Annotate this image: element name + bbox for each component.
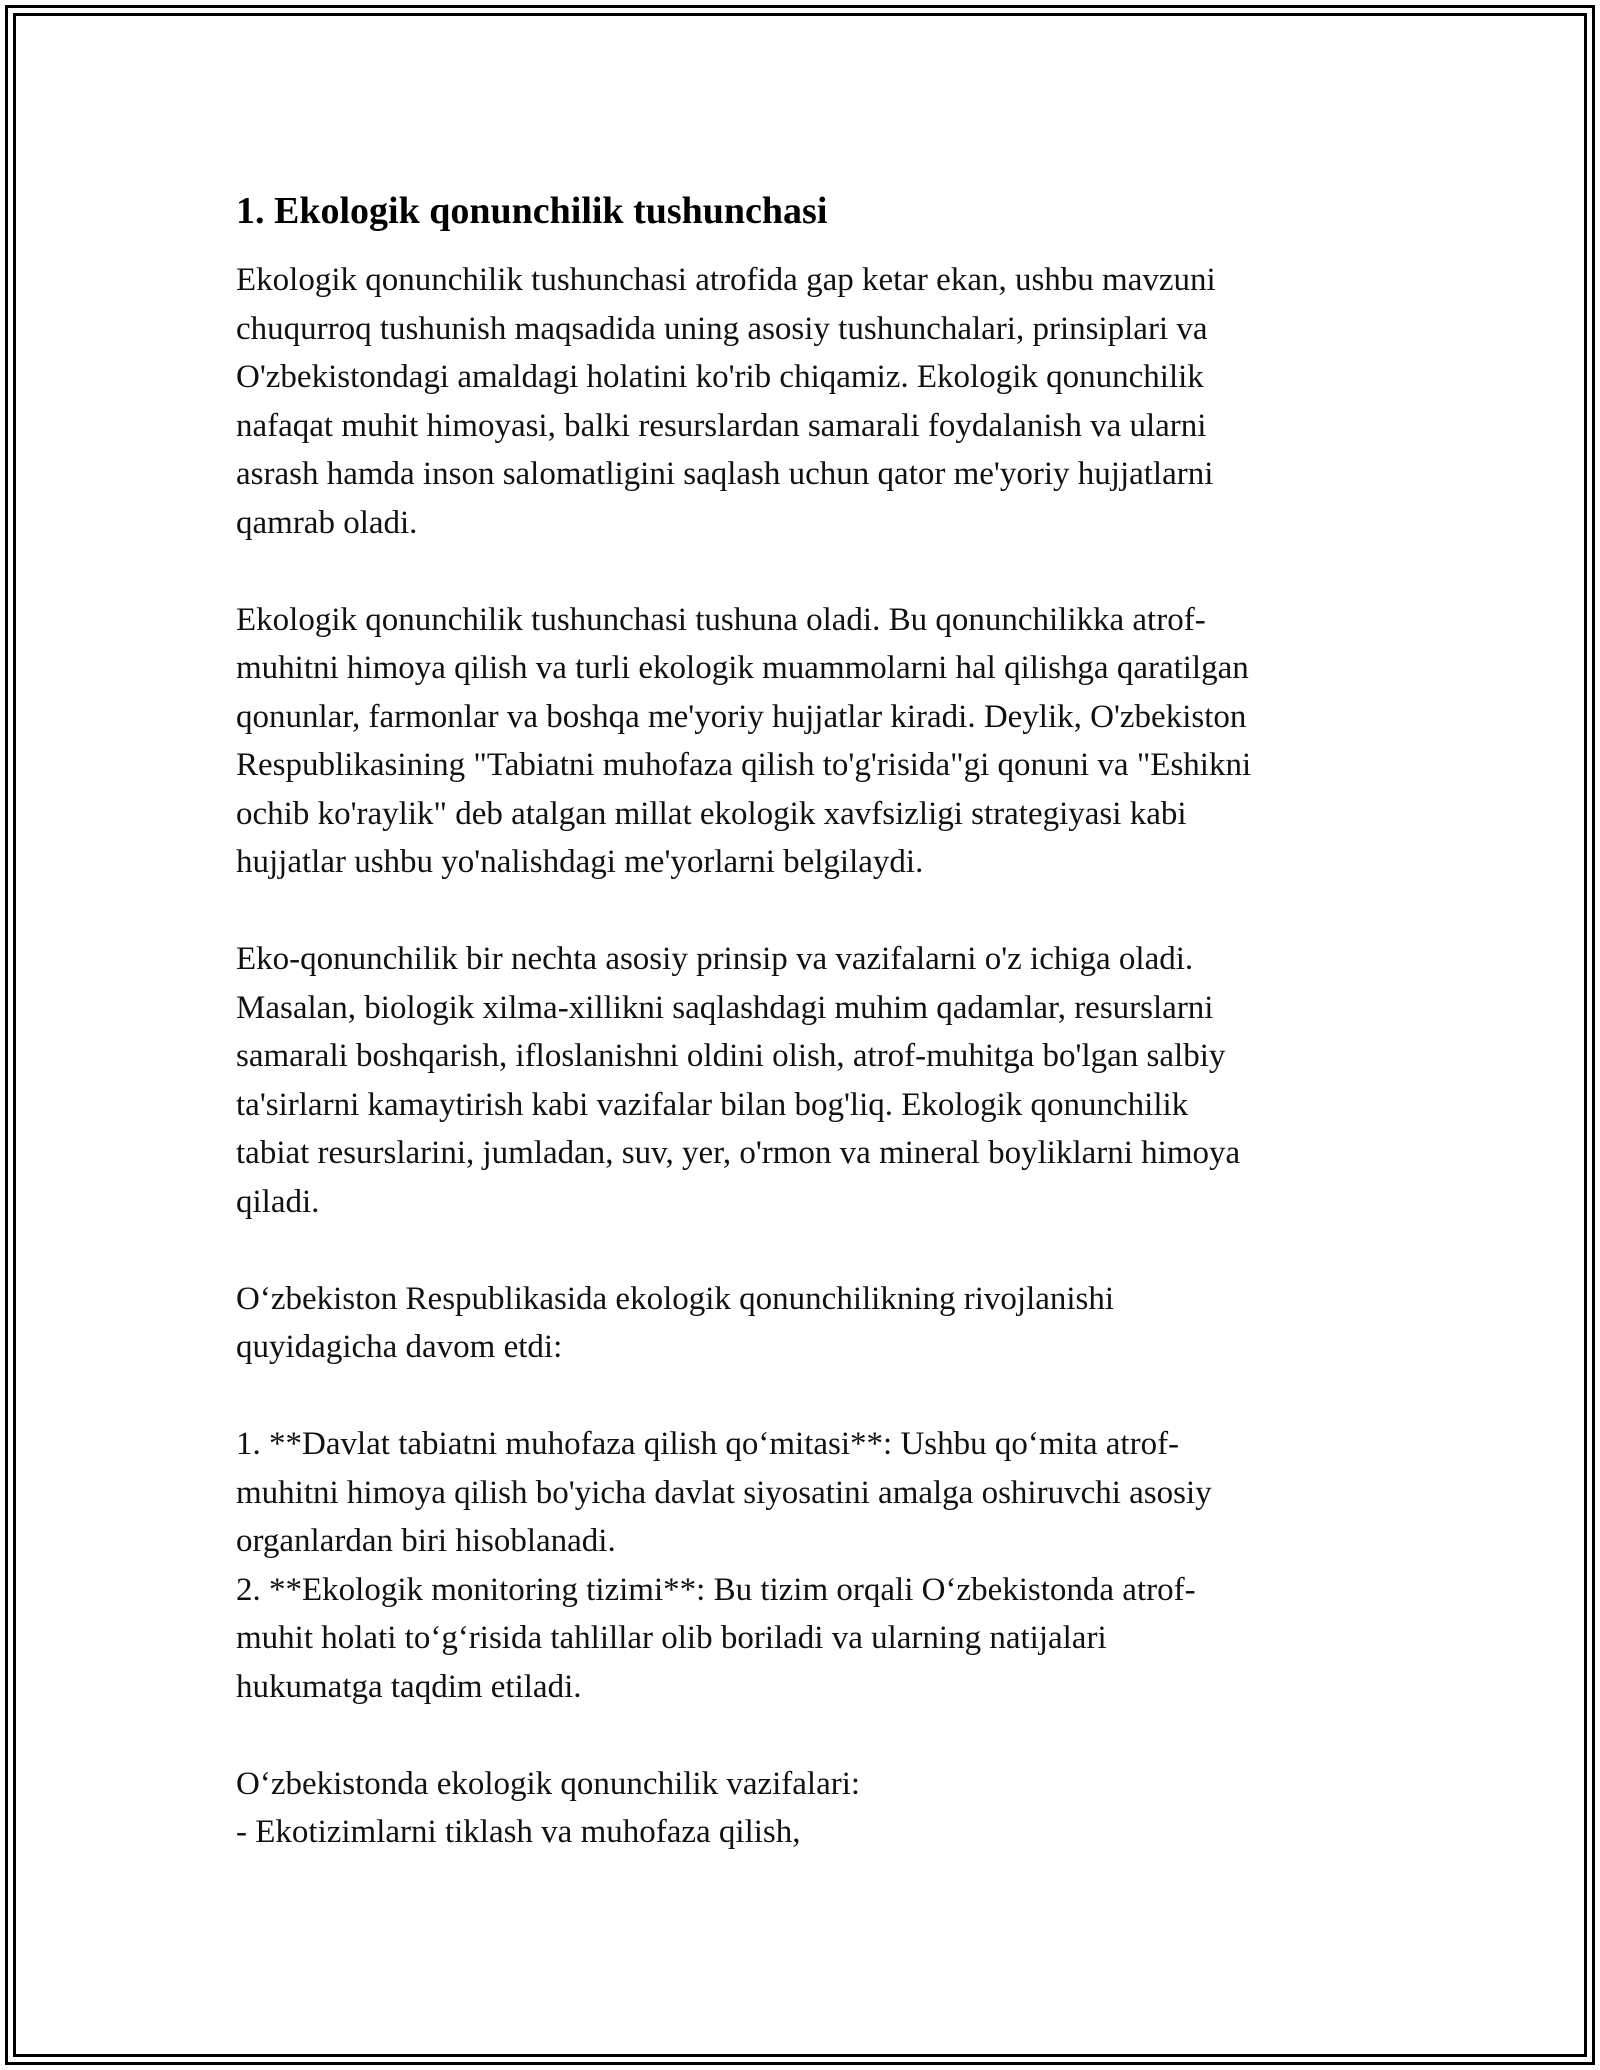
text-line: O‘zbekiston Respublikasida ekologik qonunchilikning rivojlanishi xyxy=(236,1280,1115,1317)
bullet-item-line: - Ekotizimlarni tiklash va muhofaza qilish, xyxy=(236,1814,801,1850)
paragraph-definition xyxy=(236,596,1376,887)
text-line: O'zbekistondagi amaldagi holatini ko'rib chiqamiz. Ekologik qonunchilik xyxy=(236,359,1204,395)
document-body xyxy=(236,186,1376,1857)
text-line: qamrab oladi. xyxy=(236,504,418,541)
text-line: chuqurroq tushunish maqsadida uning asosiy tushunchalari, prinsiplari va xyxy=(236,310,1208,347)
numbered-list xyxy=(236,1420,1376,1711)
text-line: ta'sirlarni kamaytirish kabi vazifalar bilan bog'liq. Ekologik qonunchilik xyxy=(236,1086,1189,1123)
list-item-line: muhit holati to‘g‘risida tahlillar olib boriladi va ularning natijalari xyxy=(236,1620,1107,1656)
text-line: qiladi. xyxy=(236,1183,320,1220)
text-line: asrash hamda inson salomatligini saqlash uchun qator me'yoriy hujjatlarni xyxy=(236,456,1214,492)
list-item-line: muhitni himoya qilish bo'yicha davlat siyosatini amalga oshiruvchi asosiy xyxy=(236,1474,1212,1511)
paragraph-development xyxy=(236,1275,1376,1372)
text-line: samarali boshqarish, ifloslanishni oldini olish, atrof-muhitga bo'lgan salbiy xyxy=(236,1038,1226,1074)
list-item-line: 2. **Ekologik monitoring tizimi**: Bu tizim orqali O‘zbekistonda atrof- xyxy=(236,1571,1196,1608)
section-heading: 1. Ekologik qonunchilik tushunchasi xyxy=(236,190,828,232)
text-line: quyidagicha davom etdi: xyxy=(236,1329,563,1365)
text-line: O‘zbekistonda ekologik qonunchilik vazifalari: xyxy=(236,1765,861,1802)
text-line: Masalan, biologik xilma-xillikni saqlashdagi muhim qadamlar, resurslarni xyxy=(236,989,1214,1026)
paragraph-intro xyxy=(236,256,1376,547)
text-line: Ekologik qonunchilik tushunchasi atrofida gap ketar ekan, ushbu mavzuni xyxy=(236,262,1216,298)
text-line: tabiat resurslarini, jumladan, suv, yer, o'rmon va mineral boyliklarni himoya xyxy=(236,1135,1241,1171)
text-line: Respublikasining "Tabiatni muhofaza qilish to'g'risida"gi qonuni va "Eshikni xyxy=(236,747,1252,783)
paragraph-principles xyxy=(236,935,1376,1226)
paragraph-tasks xyxy=(236,1760,1376,1857)
text-line: ochib ko'raylik" deb atalgan millat ekologik xavfsizligi strategiyasi kabi xyxy=(236,795,1187,832)
text-line: Ekologik qonunchilik tushunchasi tushuna oladi. Bu qonunchilikka atrof- xyxy=(236,601,1206,638)
list-item-line: hukumatga taqdim etiladi. xyxy=(236,1668,582,1705)
text-line: muhitni himoya qilish va turli ekologik muammolarni hal qilishga qaratilgan xyxy=(236,650,1249,686)
text-line: qonunlar, farmonlar va boshqa me'yoriy hujjatlar kiradi. Deylik, O'zbekiston xyxy=(236,698,1247,735)
list-item-line: organlardan biri hisoblanadi. xyxy=(236,1523,616,1559)
list-item-line: 1. **Davlat tabiatni muhofaza qilish qo‘mitasi**: Ushbu qo‘mita atrof- xyxy=(236,1426,1180,1462)
text-line: Eko-qonunchilik bir nechta asosiy prinsip va vazifalarni o'z ichiga oladi. xyxy=(236,941,1194,977)
text-line: hujjatlar ushbu yo'nalishdagi me'yorlarni belgilaydi. xyxy=(236,844,924,880)
text-line: nafaqat muhit himoyasi, balki resurslardan samarali foydalanish va ularni xyxy=(236,407,1207,444)
